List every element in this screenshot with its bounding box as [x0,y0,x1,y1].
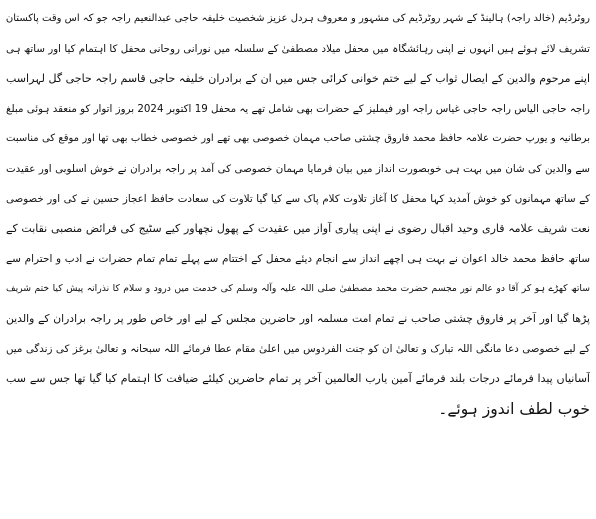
article-line: آسانیاں پیدا فرمائے درجات بلند فرمائے آمین یارب العالمین آخر پر تمام حاضرین کیلئے ضیافت کا اہتمام کیا گیا تھا جس سے سب [6,372,590,385]
article-line: روٹرڈیم (خالد راجہ) ہالینڈ کے شہر روٹرڈیم کی مشہور و معروف ہردل عزیز شخصیت خلیفہ حاجی عبدالنعیم راجہ جو کہ اس وقت پاکستان [6,13,590,24]
article-line: ساتھ کھڑے ہو کر آقا دو عالم نور مجسم حضرت محمد مصطفیٰ صلی اللہ علیہ وآلہ وسلم کی خدمت میں درود و سلام کا نذرانہ پیش کیا ختم شریف [6,283,590,294]
article-line: کے ساتھ مہمانوں کو خوش آمدید کہا محفل کا آغاز تلاوت کلام پاک سے کیا گیا تلاوت کی سعادت حافظ اعجاز حسین نے کی اور خصوصی [6,193,590,205]
article-line: ساتھ حافظ محمد خالد اعوان نے بہت ہی اچھے انداز سے انجام دیئے محفل کے اختتام سے پہلے تمام تمام حضرات نے ادب و احترام سے [6,253,590,265]
article-line: تشریف لائے ہوئے ہیں انہوں نے اپنی رہائشگاہ میں محفل میلاد مصطفیٰ کے سلسلہ میں نورانی روحانی محفل کا اہتمام کیا اور ساتھ ہی [6,43,590,55]
article-line: نعت شریف علامہ قاری وحید اقبال رضوی نے اپنی پیاری آواز میں عقیدت کے پھول نچھاور کیے سٹیج کی فرائض منصبی نقابت کے [6,222,590,235]
article-line: پڑھا گیا اور آخر پر فاروق چشتی صاحب نے تمام امت مسلمہ اور حاضرین مجلس کے لیے اور خاص طور پر راجہ برادران کے والدین [6,312,590,325]
article-line: کے لیے خصوصی دعا مانگی اللہ تبارک و تعالیٰ ان کو جنت الفردوس میں اعلیٰ مقام عطا فرمائے اللہ سبحانہ و تعالیٰ برغز کی زندگی میں [6,343,590,355]
article-line: برطانیہ و یورپ حضرت علامہ حافظ محمد فاروق چشتی صاحب مہمان خصوصی بھی تھے اور خصوصی خطاب بھی تھا اور موقع کی مناسبت [6,133,590,144]
article-line: سے والدین کی شان میں بہت ہی خوبصورت انداز میں بیان فرمایا مہمان خصوصی کی آمد پر راجہ برادران نے خوش اسلوبی اور عقیدت [6,163,590,175]
news-article [6,4,590,515]
article-line: خوب لطف اندوز ہوئے۔ [438,400,590,418]
article-line: اپنے مرحوم والدین کے ایصال ثواب کے لیے ختم خوانی کرائی جس میں ان کے برادران خلیفہ حاجی قاسم راجہ حاجی گل لہراسب [6,72,590,85]
article-line: راجہ حاجی الیاس راجہ حاجی غیاس راجہ اور فیملیز کے حضرات بھی شامل تھے یہ محفل 19 اکتوبر 2024 بروز اتوار کو منعقد ہوئی مبلغ [6,103,590,115]
